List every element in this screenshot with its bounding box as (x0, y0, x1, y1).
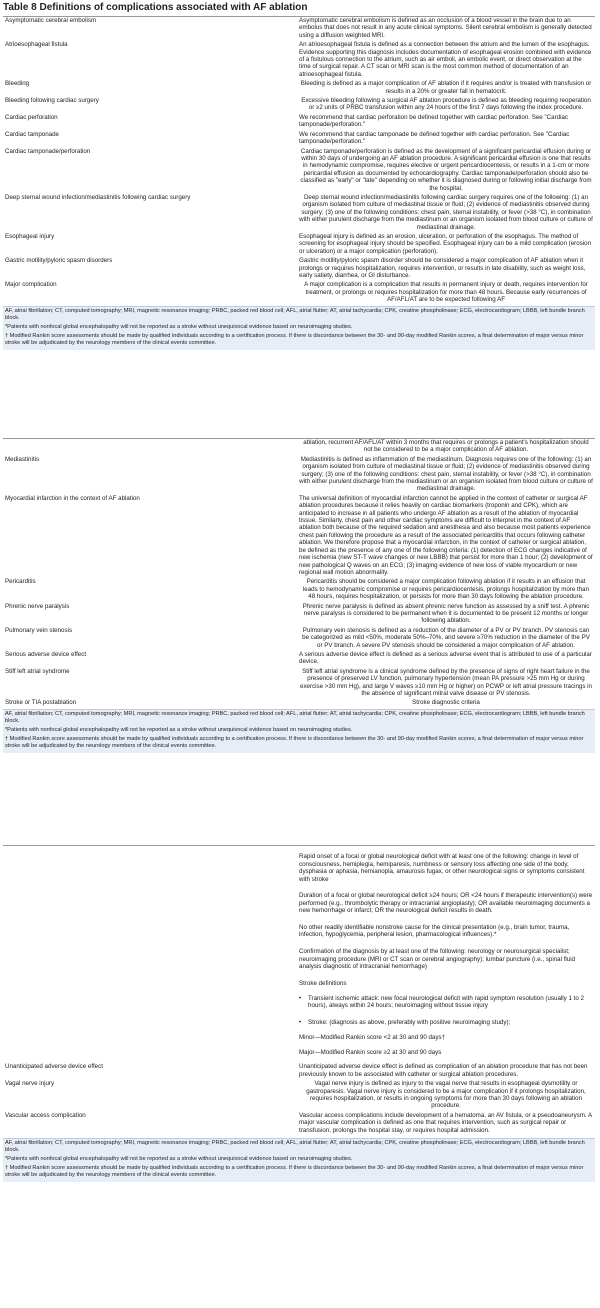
table-title: Table 8 Definitions of complications associated with AF ablation (3, 2, 308, 13)
table-row (3, 233, 595, 255)
table-row (3, 148, 595, 192)
row-term: Phrenic nerve paralysis (5, 602, 70, 610)
row-term: Esophageal injury (5, 232, 55, 240)
row-term: Unanticipated adverse device effect (5, 1063, 103, 1071)
abbrev-footnote: AF, atrial fibrillation; CT, computed tomography; MRI, magnetic resonance imaging; PRBC, packed red blood cell; AFL, atrial flutter; AT, atrial tachycardia; CPK, creatine phospholinase; ECG, electrocardiogram; LBBB, left bundle branch block. (5, 710, 585, 724)
table-footnotes (3, 306, 595, 350)
row-definition: The universal definition of myocardial infarction cannot be applied in the context of catheter or surgical AF ablation procedures because it relies heavily on cardiac biomarkers (troponin and CPK), which are anticipated to increase in all patients who undergo AF ablation as a result of the ablation of myocardial tissue. Similarly, chest pain and other cardiac symptoms are difficult to interpret in the context of AF ablation both because of the required sedation and anesthesia and also because most patients experience chest pain following the procedure as a result of the associated pericarditis that occurs following catheter ablation. We therefore propose that a myocardial infarction, in the context of catheter or surgical ablation, be defined as the presence of any one of the following criteria: (1) detection of ECG changes indicative of new ischemia (new ST-T wave changes or new LBBB) that persist for more than 1 hour; (2) development of new pathological Q waves on an ECG; (3) imaging evidence of new loss of viable myocardium or new regional wall motion abnormality. (299, 494, 593, 576)
table-row (3, 80, 595, 95)
row-term (3, 846, 299, 1063)
row-term: Pulmonary vein stenosis (5, 626, 73, 634)
row-term: Serious adverse device effect (5, 650, 87, 658)
row-definition: Vascular access complications include development of a hematoma, an AV fistula, or a pseudoaneurysm. A major vascular complication is defined as one that requires intervention, such as surgical repair or transfusion, prolongs the hospital stay, or requires hospital admission. (299, 1111, 592, 1134)
row-definition: Deep sternal wound infection/mediastinitis following cardiac surgery requires one of the following: (1) an organism isolated from culture of mediastinal tissue or fluid; (2) evidence of mediastinitis observed during surgery; (3) one of the following conditions: chest pain, sternal instability, or fever (>38 °C), in combination with either purulent discharge from the mediastinum or an organism isolated from blood culture or culture of mediastinal drainage. (299, 193, 593, 231)
table-panel-1 (3, 16, 595, 350)
row-term: Cardiac tamponade (5, 130, 60, 138)
row-definition: ablation, recurrent AF/AFL/AT within 3 months that requires or prolongs a patient's hospitalization should not be considered to be a major complication of AF ablation. (303, 439, 589, 454)
row-definition: Unanticipated adverse device effect is defined as complication of an ablation procedure that has not been previously known to be associated with catheter or surgical ablation procedures. (299, 1063, 588, 1078)
table-panel-2 (3, 438, 595, 753)
star-footnote: *Patients with nonfocal global encephalopathy will not be reported as a stroke without unequivocal evidence based on neuroimaging studies. (5, 726, 353, 733)
row-term: Bleeding (5, 80, 30, 88)
row-definition: Excessive bleeding following a surgical AF ablation procedure is defined as bleeding requiring reoperation or ≥2 units of PRBC transfusion within any 24 hours of the first 7 days following the index procedure. (301, 97, 591, 112)
dagger-footnote: † Modified Rankin score assessments should be made by qualified individuals according to a certification process. If there is discordance between the 30- and 90-day modified Rankin scores, a final determination of major versus minor stroke will be adjudicated by the neurology members of the clinical events committee. (5, 332, 584, 346)
stroke-criterion: Rapid onset of a focal or global neurological deficit with at least one of the following: change in level of consciousness, hemiplegia, hemiparesis, numbness or sensory loss affecting one side of the body, dysphasia or aphasia, hemianopia, amaurosis fugax, or other neurological signs or symptoms consistent with stroke (299, 853, 585, 883)
bullet-item: • Transient ischemic attack: new focal neurological deficit with rapid symptom resolution (usually 1 to 2 hours), always within 24 hours; neuroimaging without tissue injury (299, 995, 593, 1010)
table-row (3, 627, 595, 649)
row-term: Deep sternal wound infection/mediastinitis following cardiac surgery (5, 193, 191, 201)
table-row (3, 131, 595, 146)
row-term: Major complication (5, 281, 57, 289)
table-footnotes (3, 1138, 595, 1182)
row-term: Bleeding following cardiac surgery (5, 97, 99, 105)
table-row (3, 17, 595, 39)
major-stroke-definition: Major—Modified Rankin score ≥2 at 30 and 90 days (299, 1048, 442, 1056)
table-row (3, 1080, 595, 1110)
bullet-text: Stroke: (diagnosis as above, preferably with positive neuroimaging study); (308, 1018, 511, 1026)
row-term: Mediastinitis (5, 455, 40, 463)
row-term: Stiff left atrial syndrome (5, 667, 70, 675)
table-row (3, 439, 595, 454)
row-term: Gastric motility/pyloric spasm disorders (5, 257, 113, 265)
abbrev-footnote: AF, atrial fibrillation; CT, computed tomography; MRI, magnetic resonance imaging; PRBC, packed red blood cell; AFL, atrial flutter; AT, atrial tachycardia; CPK, creatine phospholinase; ECG, electrocardiogram; LBBB, left bundle branch block. (5, 307, 585, 321)
row-term: Asymptomatic cerebral embolism (5, 17, 97, 24)
table-footnotes (3, 709, 595, 753)
row-term: Vagal nerve injury (5, 1080, 55, 1088)
table-row (3, 1112, 595, 1134)
row-definition: Bleeding is defined as a major complication of AF ablation if it requires and/or is treated with transfusion or results in a 20% or greater fall in hematocrit. (300, 80, 592, 95)
table-row (3, 699, 595, 706)
row-definition: Esophageal injury is defined as an erosion, ulceration, or perforation of the esophagus. The method of screening for esophageal injury should be specified. Esophageal injury can be a mild complication (erosion or ulceration) or a major complication (perforation). (299, 232, 592, 255)
stroke-criterion: No other readily identifiable nonstroke cause for the clinical presentation (e.g., brain tumor, trauma, infection, hypoglycemia, peripheral lesion, pharmacological influences).* (299, 924, 570, 939)
row-definition: Asymptomatic cerebral embolism is defined as an occlusion of a blood vessel in the brain due to an embolus that does not result in any acute clinical symptoms. Silent cerebral embolism is generally detected using a diffusion weighted MRI. (299, 17, 592, 39)
row-definition: Pulmonary vein stenosis is defined as a reduction of the diameter of a PV or PV branch. PV stenosis can be categorized as mild <50%, moderate 50%–70%, and severe ≥70% reduction in the diameter of the PV or PV branch. A severe PV stenosis should be considered a major complication of AF ablation. (302, 626, 590, 649)
row-definition: We recommend that cardiac perforation be defined together with cardiac perforation. See "Cardiac tamponade/perforation." (299, 113, 568, 129)
table-row (3, 603, 595, 625)
star-footnote: *Patients with nonfocal global encephalopathy will not be reported as a stroke without unequivocal evidence based on neuroimaging studies. (5, 323, 353, 330)
table-row (3, 97, 595, 112)
row-definition: Stroke diagnostic criteria (412, 699, 480, 707)
row-term: Stroke or TIA postablation (5, 699, 77, 707)
row-definition: A major complication is a complication that results in permanent injury or death, requires intervention for treatment, or prolongs or requires hospitalization for more than 48 hours. Because early recurrences of AF/AFL/AT are to be expected following AF (304, 281, 588, 304)
table-row (3, 194, 595, 231)
row-term: Myocardial infarction in the context of AF ablation (5, 494, 140, 502)
table-row (3, 41, 595, 78)
row-definition: Gastric motility/pyloric spasm disorder should be considered a major complication of AF ablation when it prolongs or requires hospitalization, requires intervention, or results in late disability, such as weight loss, early satiety, diarrhea, or GI disturbance. (299, 257, 586, 279)
table-row (3, 846, 595, 1063)
stroke-definitions-heading: Stroke definitions (299, 979, 347, 987)
table-row (3, 578, 595, 600)
bullet-item: • Stroke: (diagnosis as above, preferably with positive neuroimaging study); (299, 1018, 511, 1026)
table-panel-3 (3, 845, 595, 1182)
star-footnote: *Patients with nonfocal global encephalopathy will not be reported as a stroke without unequivocal evidence based on neuroimaging studies. (5, 1156, 353, 1163)
dagger-footnote: † Modified Rankin score assessments should be made by qualified individuals according to a certification process. If there is discordance between the 30- and 90-day modified Rankin scores, a final determination of major versus minor stroke will be adjudicated by the neurology members of the clinical events committee. (5, 735, 584, 749)
row-definition: Phrenic nerve paralysis is defined as absent phrenic nerve function as assessed by a sniff test. A phrenic nerve paralysis is considered to be permanent when it is documented to be present 12 months or longer following ablation. (302, 602, 590, 625)
row-term: Atrioesophageal fistula (5, 41, 68, 49)
row-definition: Mediastinitis is defined as inflammation of the mediastinum. Diagnosis requires one of the following: (1) an organism isolated from culture of mediastinal tissue or fluid; (2) evidence of mediastinitis observed during surgery; (3) one of the following conditions: chest pain, sternal instability, or fever (>38 °C), in combination with either purulent discharge from the mediastinum or an organism isolated from blood culture or culture of mediastinal drainage. (299, 455, 593, 493)
abbreviation-footnote: AF, atrial fibrillation; CT, computed tomography; MRI, magnetic resonance imaging; PRBC, packed red blood cell; AFL, atrial flutter; AT, atrial tachycardia; CPK, creatine phospholinase; ECG, electrocardiogram; LBBB, left bundle branch block. (5, 1140, 585, 1154)
row-term (3, 439, 299, 454)
table-row (3, 114, 595, 129)
row-definition: Pericarditis should be considered a major complication following ablation if it results in an effusion that leads to hemodynamic compromise or requires pericardiocentesis, prolongs hospitalization by more than 48 hours, requires hospitalization, or persists for more than 30 days following the ablation procedure. (302, 578, 590, 601)
stroke-criterion: Duration of a focal or global neurological deficit ≥24 hours; OR <24 hours if therapeutic intervention(s) were performed (e.g., thrombolytic therapy or intracranial angioplasty); OR available neuroimaging documents a new hemorrhage or infarct; OR the neurological deficit results in death. (299, 892, 593, 915)
dagger-footnote: † Modified Rankin score assessments should be made by qualified individuals according to a certification process. If there is discordance between the 30- and 90-day modified Rankin scores, a final determination of major versus minor stroke will be adjudicated by the neurology members of the clinical events committee. (5, 1165, 584, 1179)
row-term: Cardiac tamponade/perforation (5, 147, 91, 155)
row-definition: Vagal nerve injury is defined as injury to the vagal nerve that results in esophageal dysmotility or gastroparesis. Vagal nerve injury is considered to be a major complication if it prolongs hospitalization, requires hospitalization, or results in ongoing symptoms for more than 30 days following an ablation procedure. (306, 1080, 586, 1110)
table-row (3, 456, 595, 493)
stroke-criteria (299, 846, 595, 1063)
row-definition: Stiff left atrial syndrome is a clinical syndrome defined by the presence of signs of right heart failure in the presence of preserved LV function, pulmonary hypertension (mean PA pressure >25 mm Hg or during exercise >30 mm Hg), and large V waves ≥10 mm Hg or higher) on PCWP or left atrial pressure tracings in the absence of significant mitral valve disease or PV stenosis. (300, 667, 592, 697)
row-definition: An atrioesophageal fistula is defined as a connection between the atrium and the lumen of the esophagus. Evidence supporting this diagnosis includes documentation of esophageal erosion combined with evidence of a fistulous connection to the atrium, such as air emboli, an embolic event, or direct observation at the time of surgical repair. A CT scan or MRI scan is the most common method of documentation of an atrioesophageal fistula. (299, 41, 592, 78)
table-row (3, 668, 595, 698)
row-term: Vascular access complication (5, 1111, 86, 1119)
table-row (3, 257, 595, 279)
table-row (3, 651, 595, 666)
row-term: Cardiac perforation (5, 113, 58, 121)
stroke-criterion: Confirmation of the diagnosis by at least one of the following: neurology or neurosurgical specialist; neuroimaging procedure (MRI or CT scan or cerebral angiography); lumbar puncture (i.e., spinal fluid analysis diagnostic of intracranial hemorrhage) (299, 948, 576, 971)
table-row (3, 1063, 595, 1078)
minor-stroke-definition: Minor—Modified Rankin score <2 at 30 and 90 days† (299, 1033, 446, 1041)
table-row (3, 281, 595, 303)
row-definition: We recommend that cardiac tamponade be defined together with cardiac perforation. See "Cardiac tamponade/perforation." (299, 130, 570, 146)
table-row (3, 495, 595, 576)
row-term: Pericarditis (5, 578, 36, 586)
row-definition: Cardiac tamponade/perforation is defined as the development of a significant pericardial effusion during or within 30 days of undergoing an AF ablation procedure. A significant pericardial effusion is one that results in hemodynamic compromise, requires elective or urgent pericardiocentesis, or results in a 1-cm or more pericardial effusion as documented by echocardiography. Cardiac tamponade/perforation should also be classified as "early" or "late" depending on whether it is diagnosed during or following initial discharge from the hospital. (300, 147, 592, 192)
row-definition: A serious adverse device effect is defined as a serious adverse event that is attributed to use of a particular device. (299, 650, 592, 666)
bullet-text: Transient ischemic attack: new focal neurological deficit with rapid symptom resolution (usually 1 to 2 hours), always within 24 hours; neuroimaging without tissue injury (308, 994, 584, 1010)
